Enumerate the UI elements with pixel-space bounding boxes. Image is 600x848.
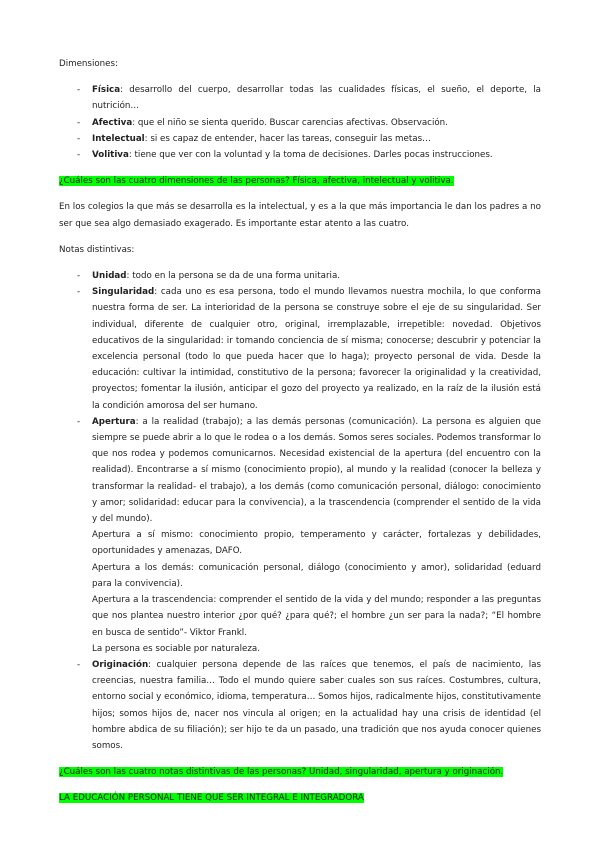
dimensiones-list — [59, 82, 541, 163]
apertura-demas: Apertura a los demás: comunicación personal, diálogo (conocimiento y amor), solidaridad (eduard para la convivencia). — [92, 562, 541, 589]
term-unidad: Unidad — [92, 271, 127, 282]
notas-list — [59, 268, 541, 754]
list-item-apertura — [59, 414, 541, 657]
desc-unidad: : todo en la persona se da de una forma unitaria. — [126, 271, 341, 282]
highlight-dimensiones-text: ¿Cuáles son las cuatro dimensiones de las personas? Física, afectiva, intelectual y volitiva. — [59, 176, 454, 187]
heading-dimensiones: Dimensiones: — [59, 59, 118, 69]
highlight-notas-text: ¿Cuáles son las cuatro notas distintivas de las personas? Unidad, singularidad, apertura y originación. — [59, 767, 504, 778]
highlight-dimensiones-question — [59, 173, 541, 189]
heading-notas: Notas distintivas: — [59, 244, 135, 255]
desc-volitiva: : tiene que ver con la voluntad y la toma de decisiones. Darles pocas instrucciones. — [128, 150, 493, 161]
list-item-fisica — [59, 82, 541, 114]
term-intelectual: Intelectual — [92, 133, 145, 144]
term-singularidad: Singularidad — [92, 287, 155, 298]
list-item-intelectual — [59, 131, 541, 147]
apertura-si-mismo: Apertura a sí mismo: conocimiento propio, temperamento y carácter, fortalezas y debilidades, oportunidades y amenazas, DAFO. — [92, 530, 541, 557]
highlight-educacion-integral — [59, 790, 541, 806]
apertura-trascendencia: Apertura a la trascendencia: comprender el sentido de la vida y del mundo; responder a las preguntas que nos plantea nuestro interior ¿por qué? ¿para qué?; el hombre ¿un ser para la nada?; “El hombre en busca de sentido”- Viktor Frankl. — [92, 595, 541, 638]
list-item-singularidad — [59, 284, 541, 414]
desc-originacion: : cualquier persona depende de las raíces que tenemos, el país de nacimiento, las creencias, nuestra familia… Todo el mundo quiere saber cuales son sus raíces. Costumbres, cultura, entorno social y económico, idioma, temperatura… Somos hijos, radicalmente hijos, constitutivamente hijos; somos hijos de, nacer nos vincula al origen; en la actualidad hay una crisis de identidad (el hombre abdica de su filiación); ser hijo te da un pasado, una tradición que nos ayuda conocer quienes somos. — [92, 659, 541, 751]
list-item-unidad — [59, 268, 541, 284]
desc-singularidad: : cada uno es esa persona, todo el mundo llevamos nuestra mochila, lo que conforma nuestra forma de ser. La interioridad de la persona se construye sobre el eje de su singularidad. Ser individual, diferente de cualquier otro, original, irremplazable, irrepetible: novedad. Objetivos educativos de la singularidad: ir tomando conciencia de sí misma; conocerse; descubrir y potenciar la excelencia personal (todo lo que pueda hacer que lo haga); proyecto personal de vida. Desde la educación: cultivar la intimidad, constitutivo de la persona; favorecer la originalidad y la creatividad, proyectos; fomentar la ilusión, anticipar el gozo del proyecto ya realizado, en la raíz de la ilusión está la condición amorosa del ser humano. — [92, 287, 541, 411]
list-item-originacion — [59, 657, 541, 754]
desc-afectiva: : que el niño se sienta querido. Buscar carencias afectivas. Observación. — [132, 117, 448, 128]
desc-apertura: : a la realidad (trabajo); a las demás personas (comunicación). La persona es alguien que siempre se puede abrir a lo que le rodea o a los demás. Somos seres sociales. Podemos transformar lo que nos rodea y podemos comunicarnos. Necesidad existencial de la apertura (del encuentro con la realidad). Encontrarse a sí mismo (conocimiento propio), al mundo y la realidad (conocer la belleza y transformar la realidad- el trabajo), a los demás (como comunicación personal, diálogo: conocimiento y amor; solidaridad: educar para la convivencia), a la trascendencia (comprender el sentido de la vida y del mundo). — [92, 416, 541, 525]
desc-fisica: : desarrollo del cuerpo, desarrollar todas las cualidades físicas, el sueño, el deporte, la nutrición… — [92, 85, 541, 112]
highlight-educacion-text: LA EDUCACIÓN PERSONAL TIENE QUE SER INTEGRAL E INTEGRADORA — [59, 793, 364, 804]
term-apertura: Apertura — [92, 416, 136, 427]
term-originacion: Originación — [92, 659, 149, 670]
desc-intelectual: : si es capaz de entender, hacer las tareas, conseguir las metas… — [144, 133, 431, 144]
apertura-sociable: La persona es sociable por naturaleza. — [92, 643, 261, 654]
list-item-volitiva — [59, 147, 541, 163]
term-volitiva: Volitiva — [92, 150, 129, 161]
term-fisica: Física — [92, 85, 121, 96]
list-item-afectiva — [59, 115, 541, 131]
paragraph-intelectual: En los colegios la que más se desarrolla es la intelectual, y es a la que más importancia le dan los padres a no ser que sea algo demasiado exagerado. Es importante estar atento a las cuatro. — [59, 202, 541, 229]
term-afectiva: Afectiva — [92, 117, 133, 128]
highlight-notas-question — [59, 764, 541, 780]
